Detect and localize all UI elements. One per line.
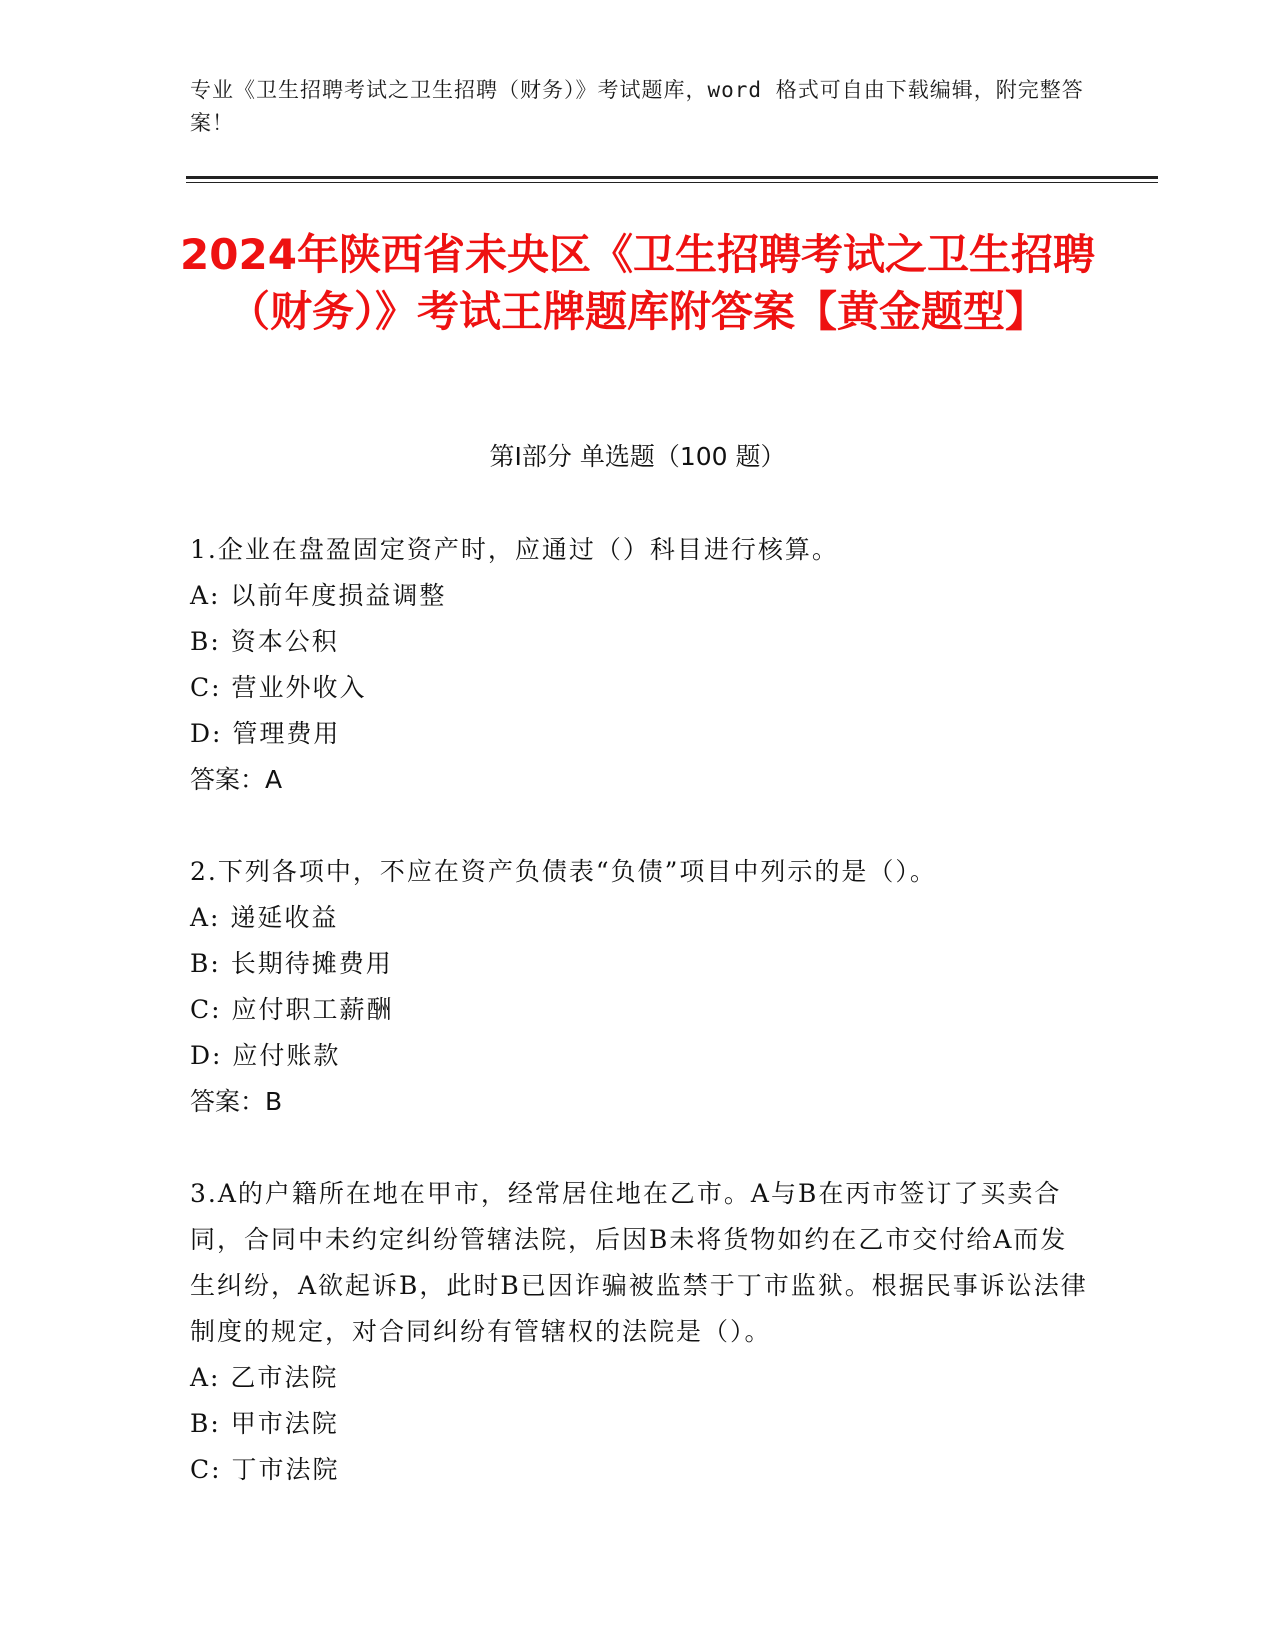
answer: 答案：B	[190, 1087, 283, 1116]
option-d: D: 管理费用	[190, 719, 341, 748]
header-divider-thin	[186, 182, 1158, 183]
option-a: A: 递延收益	[190, 903, 339, 932]
document-title: 2024年陕西省未央区《卫生招聘考试之卫生招聘（财务）》考试王牌题库附答案【黄金题型】	[180, 230, 1095, 336]
header-note: 专业《卫生招聘考试之卫生招聘（财务）》考试题库，word 格式可自由下载编辑，附完整答案！	[190, 78, 1084, 135]
option-b: B: 甲市法院	[190, 1409, 339, 1438]
question-3	[190, 1171, 1090, 1493]
question-stem: 2.下列各项中，不应在资产负债表“负债”项目中列示的是（）。	[190, 857, 937, 886]
option-c: C: 应付职工薪酬	[190, 995, 394, 1024]
question-1	[190, 527, 1090, 803]
option-c: C: 营业外收入	[190, 673, 367, 702]
question-stem: 1.企业在盘盈固定资产时，应通过（）科目进行核算。	[190, 535, 839, 564]
option-a: A: 以前年度损益调整	[190, 581, 447, 610]
option-d: D: 应付账款	[190, 1041, 341, 1070]
question-stem: 3.A的户籍所在地在甲市，经常居住地在乙市。A与B在丙市签订了买卖合同，合同中未约定纠纷管辖法院，后因B未将货物如约在乙市交付给A而发生纠纷，A欲起诉B，此时B已因诈骗被监禁于丁市监狱。根据民事诉讼法律制度的规定，对合同纠纷有管辖权的法院是（）。	[190, 1179, 1088, 1346]
question-list	[190, 527, 1090, 1539]
option-a: A: 乙市法院	[190, 1363, 339, 1392]
header-divider-thick	[186, 176, 1158, 179]
option-b: B: 长期待摊费用	[190, 949, 393, 978]
section-title: 第Ⅰ部分 单选题（100 题）	[489, 442, 786, 471]
answer: 答案：A	[190, 765, 283, 794]
option-c: C: 丁市法院	[190, 1455, 340, 1484]
question-2	[190, 849, 1090, 1125]
option-b: B: 资本公积	[190, 627, 339, 656]
